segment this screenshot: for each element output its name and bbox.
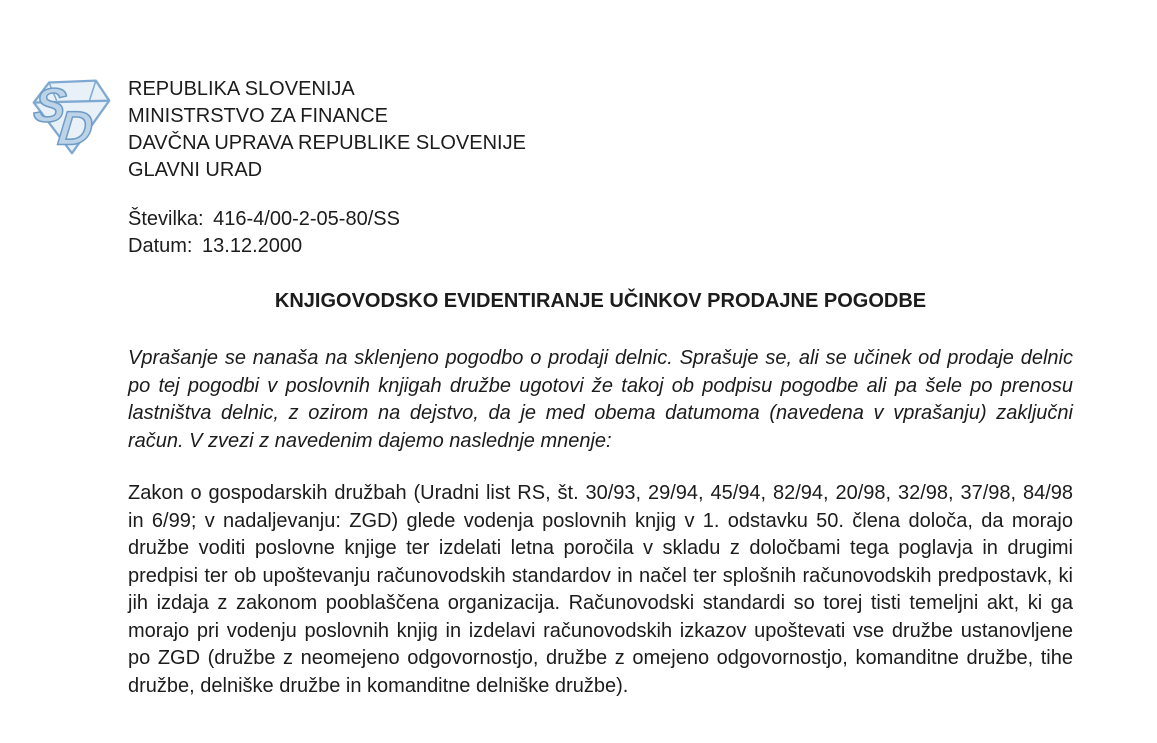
document-title: KNJIGOVODSKO EVIDENTIRANJE UČINKOV PRODAJNE POGODBE [274,290,927,312]
letterhead-line-republic: REPUBLIKA SLOVENIJA [128,78,355,100]
document-number-line [128,206,1073,233]
letterhead-line-head-office: GLAVNI URAD [128,159,263,181]
letterhead [128,0,1073,184]
document-date-value: 13.12.2000 [202,235,303,257]
document-meta [128,206,1073,260]
document-date-line [128,233,1073,260]
logo-letter-d: D [55,102,96,156]
question-paragraph: Vprašanje se nanaša na sklenjeno pogodbo o prodaji delnic. Sprašuje se, ali se učinek od prodaje delnic po tej pogodbi v poslovnih knjigah družbe ugotovi že takoj ob podpisu pogodbe ali pa šele po prenosu lastništva delnic, z ozirom na dejstvo, da je med obema datumoma (navedena v vprašanju) zaključni račun. V zvezi z navedenim dajemo naslednje mnenje: [128,347,1073,452]
letterhead-line-tax-administration: DAVČNA UPRAVA REPUBLIKE SLOVENIJE [128,132,526,154]
document-content [128,0,1073,700]
opinion-paragraph: Zakon o gospodarskih družbah (Uradni list RS, št. 30/93, 29/94, 45/94, 82/94, 20/98, 32/98, 37/98, 84/98 in 6/99; v nadaljevanju: ZGD) glede vodenja poslovnih knjig v 1. odstavku 50. člena določa, da morajo družbe voditi poslovne knjige ter izdelati letna poročila v skladu z določbami tega poglavja in drugimi predpisi ter ob upoštevanju računovodskih standardov in načel ter splošnih računovodskih predpostavk, ki jih izdaja z zakonom pooblaščena organizacija. Računovodski standardi so torej tisti temeljni akt, ki ga morajo pri vodenju poslovnih knjig in izdelavi računovodskih izkazov upoštevati vse družbe ustanovljene po ZGD (družbe z neomejeno odgovornostjo, družbe z omejeno odgovornostjo, komanditne družbe, tihe družbe, delniške družbe in komanditne delniške družbe). [128,482,1073,697]
document-number-value: 416-4/00-2-05-80/SS [213,208,400,230]
document-date-label: Datum: [128,235,193,257]
document-number-label: Številka: [128,208,204,230]
durs-gem-logo-icon [28,72,114,158]
logo-letter-s: S [31,79,69,133]
letterhead-line-ministry: MINISTRSTVO ZA FINANCE [128,105,389,127]
